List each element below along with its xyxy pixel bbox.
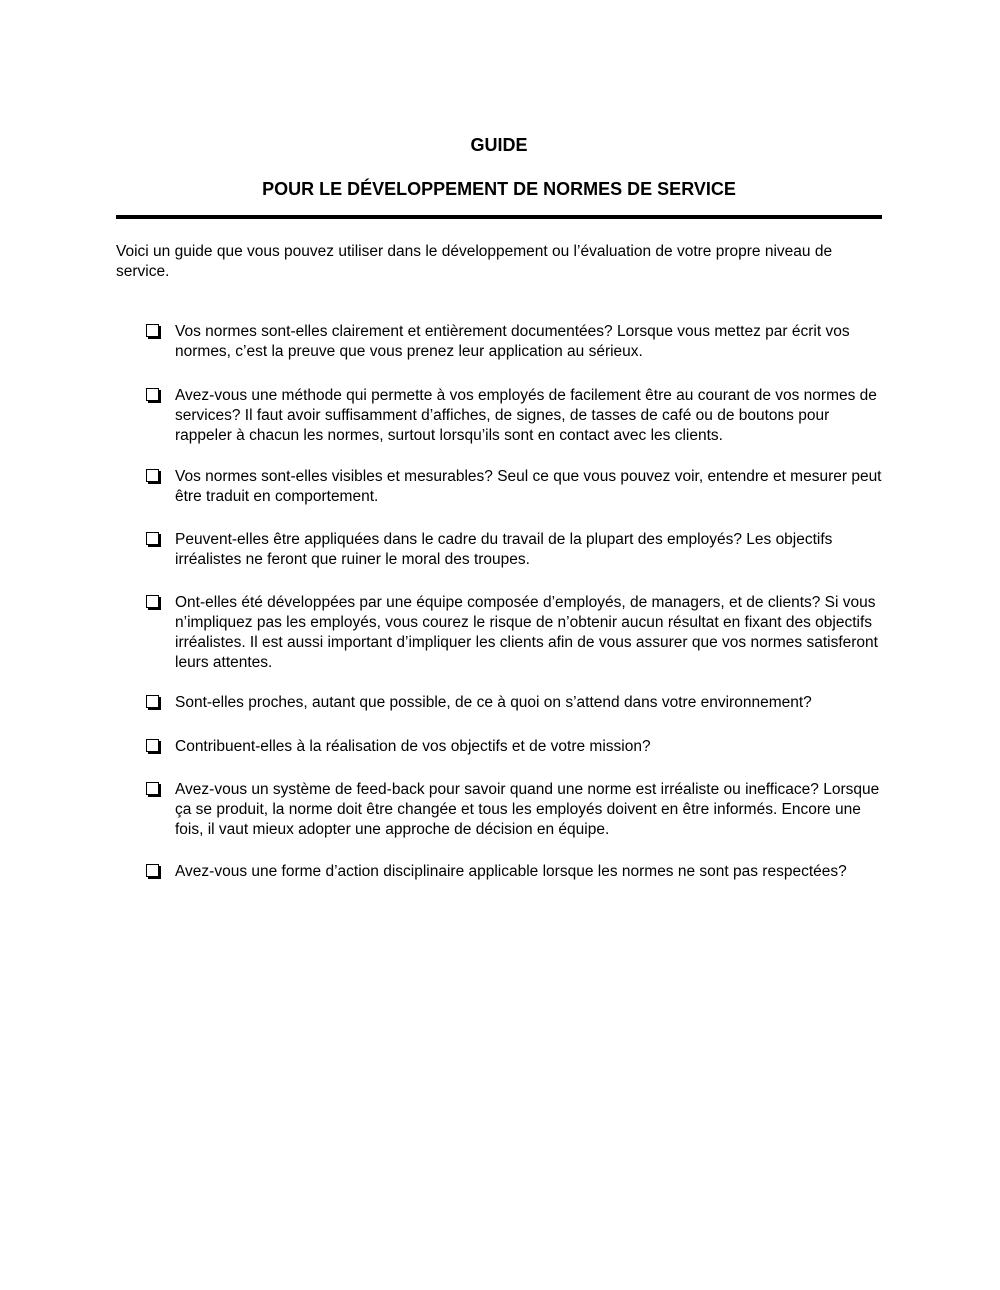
checklist-item-text: Avez-vous un système de feed-back pour savoir quand une norme est irréaliste ou inefficace? Lorsque ça se produit, la norme doit être changée et tous les employés doivent en être informés. Encore une fois, il vaut mieux adopter une approche de décision en équipe. [175,781,880,838]
checkbox-empty-icon[interactable] [146,782,159,795]
checkbox-empty-icon[interactable] [146,532,159,545]
checkbox-empty-icon[interactable] [146,469,159,482]
checkbox-empty-icon[interactable] [146,595,159,608]
checkbox-empty-icon[interactable] [146,695,159,708]
checklist-item-text: Vos normes sont-elles clairement et entièrement documentées? Lorsque vous mettez par écrit vos normes, c’est la preuve que vous prenez leur application au sérieux. [175,323,850,360]
checklist-item-text: Avez-vous une méthode qui permette à vos employés de facilement être au courant de vos normes de services? Il faut avoir suffisamment d’affiches, de signes, de tasses de café ou de boutons pour rappeler à chacun les normes, surtout lorsqu’ils sont en contact avec les clients. [175,387,877,444]
checkbox-empty-icon[interactable] [146,739,159,752]
checklist-item-text: Avez-vous une forme d’action disciplinaire applicable lorsque les normes ne sont pas respectées? [175,863,847,880]
document-title: GUIDE [470,135,528,155]
checkbox-empty-icon[interactable] [146,324,159,337]
checklist-item-text: Sont-elles proches, autant que possible, de ce à quoi on s’attend dans votre environnement? [175,694,812,711]
intro-paragraph: Voici un guide que vous pouvez utiliser dans le développement ou l’évaluation de votre propre niveau de service. [116,243,833,280]
checkbox-empty-icon[interactable] [146,388,159,401]
checkbox-empty-icon[interactable] [146,864,159,877]
checklist-item-text: Ont-elles été développées par une équipe composée d’employés, de managers, et de clients? Si vous n’impliquez pas les employés, vous courez le risque de n’obtenir aucun résultat en fixant des objectifs irréalistes. Il est aussi important d’impliquer les clients afin de vous assurer que vos normes satisferont leurs attentes. [175,594,878,671]
checklist-item-text: Vos normes sont-elles visibles et mesurables? Seul ce que vous pouvez voir, entendre et mesurer peut être traduit en comportement. [175,468,882,505]
title-divider [116,215,882,219]
checklist-item-text: Contribuent-elles à la réalisation de vos objectifs et de votre mission? [175,738,651,755]
checklist-item-text: Peuvent-elles être appliquées dans le cadre du travail de la plupart des employés? Les objectifs irréalistes ne feront que ruiner le moral des troupes. [175,531,833,568]
document-subtitle: POUR LE DÉVELOPPEMENT DE NORMES DE SERVICE [262,179,736,199]
